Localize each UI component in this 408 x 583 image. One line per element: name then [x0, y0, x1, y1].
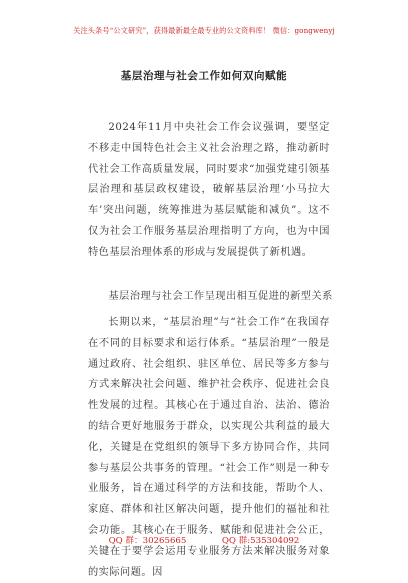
- footer-qq-group-2: QQ 群:535304092: [221, 536, 300, 546]
- footer-contact: [0, 534, 408, 546]
- section-subheading: 基层治理与社会工作呈现出相互促进的新型关系: [108, 291, 333, 302]
- paragraph-1: 2024年11月中央社会工作会议强调，要坚定不移走中国特色社会主义社会治理之路，推动新时代社会工作高质量发展，同时要求“加强党建引领基层治理和基层政权建设，破解基层治理‘小马拉大车’突出问题，统筹推进为基层赋能和减负”。这不仅为社会工作服务基层治理指明了方向，也为中国特色基层治理体系的形成与发展提供了新机遇。: [88, 122, 330, 258]
- paragraph-2: 长期以来，“基层治理”与“社会工作”在我国存在不同的目标要求和运行体系。“基层治理”一般是通过政府、社会组织、驻区单位、居民等多方参与方式来解决社会问题、维护社会秩序、促进社会良性发展的过程。其核心在于通过自治、法治、德治的结合更好地服务于群众，以实现公共利益的最大化，关键是在党组织的领导下多方协同合作，共同参与基层公共事务的管理。“社会工作”则是一种专业服务，旨在通过科学的方法和技能，帮助个人、家庭、群体和社区解决问题，提升他们的福祉和社会功能。其核心在于服务、赋能和促进社会公正，关键在于要学会运用专业服务方法来解决服务对象的实际问题。因: [88, 317, 330, 578]
- footer-qq-group-1: QQ 群：30265665: [108, 536, 187, 546]
- document-title: 基层治理与社会工作如何双向赋能: [120, 70, 288, 82]
- header-promo-note: 关注头条号“公文研究”，获得最新最全最专业的公文资料库！ 微信：gongwenyj: [73, 26, 335, 35]
